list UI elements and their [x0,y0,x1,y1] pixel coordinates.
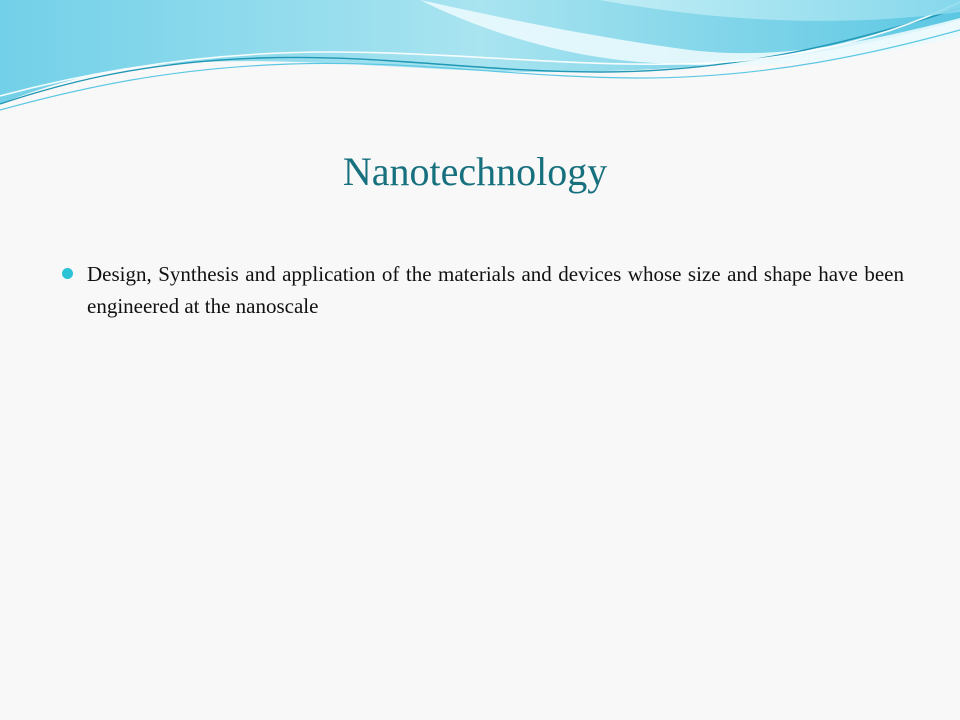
bullet-text: Design, Synthesis and application of the materials and devices whose size and shape have been engineered at the nanoscale [87,262,904,318]
circle-bullet-icon [62,268,73,279]
wave-decoration [0,0,960,130]
slide-title: Nanotechnology [342,149,608,194]
list-item [62,258,904,322]
bullet-list [62,258,904,322]
